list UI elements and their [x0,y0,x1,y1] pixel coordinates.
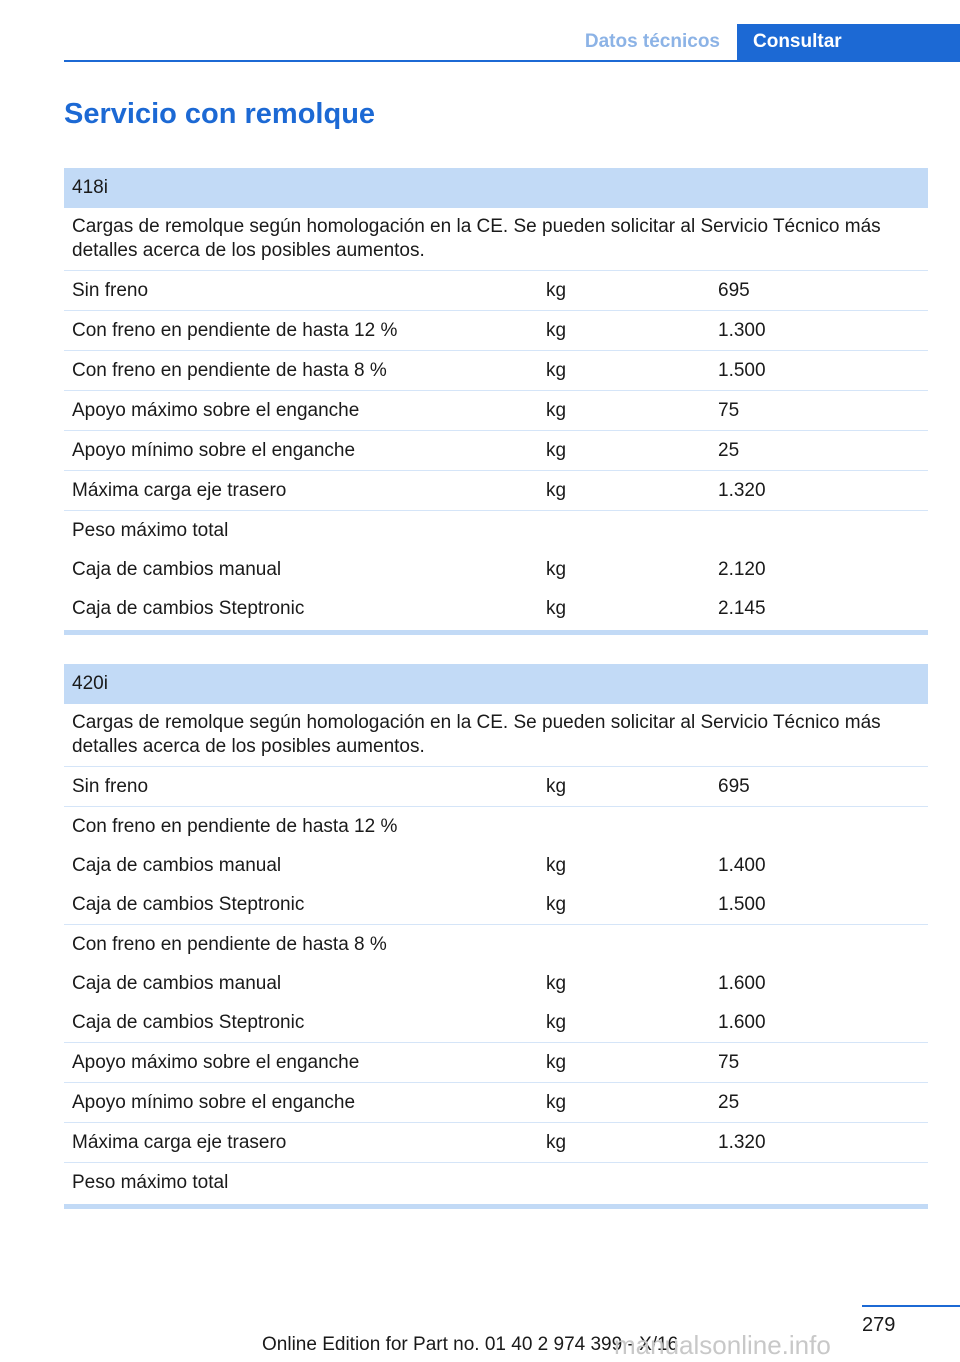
spec-table-420i [64,664,928,1202]
table-end-bar [64,1204,928,1209]
row-value: 2.120 [718,558,766,580]
table-row [64,1123,928,1163]
row-label: Caja de cambios Steptronic [64,885,538,925]
spec-table-418i [64,168,928,628]
row-unit: kg [546,972,567,994]
row-label: Caja de cambios manual [72,558,282,580]
row-value [710,511,928,551]
row-label: Con freno en pendiente de hasta 8 % [64,351,538,391]
row-label: Apoyo mínimo sobre el enganche [64,1083,538,1123]
row-unit: kg [538,1083,710,1123]
table-row [64,431,928,471]
row-value: 1.500 [710,351,928,391]
table-row [64,767,928,807]
table-row [64,311,928,351]
table-note: Cargas de remolque según homologación en la CE. Se pueden solicitar al Servicio Técnico más detalles acerca de los posibles aumentos. [64,704,928,767]
row-value: 1.600 [710,1003,928,1043]
table-subrow [64,964,928,1003]
row-label: Caja de cambios manual [72,972,282,994]
row-value [710,1163,928,1203]
row-value: 1.320 [710,471,928,511]
header-divider [64,60,960,62]
row-label: Caja de cambios Steptronic [64,1003,538,1043]
row-value: 1.320 [710,1123,928,1163]
row-label: Sin freno [64,767,538,807]
table-end-bar [64,630,928,635]
row-value: 25 [710,1083,928,1123]
breadcrumb-section[interactable]: Datos técnicos [584,31,720,52]
table-subrow [64,885,928,925]
row-label: Sin freno [64,271,538,311]
row-value: 1.600 [718,972,766,994]
edition-text: Online Edition for Part no. 01 40 2 974 399 - X/16 [262,1334,679,1355]
table-subrow [64,589,928,628]
row-value: 75 [710,1043,928,1083]
table-header-row [64,168,928,208]
row-unit: kg [538,1043,710,1083]
row-value: 1.500 [710,885,928,925]
table-row [64,471,928,511]
row-label: Peso máximo total [72,519,229,541]
breadcrumb-active-tab[interactable]: Consultar [737,24,960,60]
table-group-row [64,807,928,847]
row-value: 695 [710,271,928,311]
row-unit: kg [538,311,710,351]
table-group-row [64,1163,928,1203]
row-label: Apoyo máximo sobre el enganche [64,391,538,431]
table-header-row [64,664,928,704]
watermark: manualsonline.info [614,1330,831,1360]
table-subrow [64,550,928,589]
row-unit: kg [538,391,710,431]
table-note: Cargas de remolque según homologación en la CE. Se pueden solicitar al Servicio Técnico más detalles acerca de los posibles aumentos. [64,208,928,271]
row-value: 1.400 [718,854,766,876]
row-value: 695 [710,767,928,807]
row-value: 1.300 [710,311,928,351]
table-group-row [64,511,928,551]
row-unit: kg [546,854,567,876]
row-unit: kg [538,471,710,511]
table-row [64,351,928,391]
row-unit [538,807,710,847]
row-unit: kg [538,767,710,807]
row-unit: kg [538,431,710,471]
model-name: 418i [64,168,928,208]
table-group-row [64,925,928,965]
table-note-row [64,704,928,767]
row-label: Máxima carga eje trasero [64,471,538,511]
row-value [710,807,928,847]
row-value: 75 [710,391,928,431]
row-label: Caja de cambios Steptronic [72,597,305,619]
row-unit [538,1163,710,1203]
row-label: Con freno en pendiente de hasta 12 % [72,815,398,837]
table-row [64,1043,928,1083]
row-label: Máxima carga eje trasero [64,1123,538,1163]
row-unit: kg [538,351,710,391]
row-label: Con freno en pendiente de hasta 12 % [64,311,538,351]
row-label: Apoyo máximo sobre el enganche [64,1043,538,1083]
page-title: Servicio con remolque [64,98,376,130]
footer-divider [862,1305,960,1307]
row-unit: kg [538,1003,710,1043]
row-label: Apoyo mínimo sobre el enganche [64,431,538,471]
table-subrow [64,846,928,885]
row-unit: kg [546,558,567,580]
row-label: Caja de cambios manual [72,854,282,876]
table-row [64,271,928,311]
row-unit: kg [538,1123,710,1163]
row-value [710,925,928,965]
row-value: 25 [710,431,928,471]
row-value: 2.145 [718,597,766,619]
row-label: Con freno en pendiente de hasta 8 % [72,933,387,955]
row-unit: kg [546,597,567,619]
table-row [64,1083,928,1123]
table-note-row [64,208,928,271]
table-row [64,391,928,431]
model-name: 420i [64,664,928,704]
row-unit [538,925,710,965]
row-unit: kg [538,271,710,311]
row-unit [538,511,710,551]
row-unit: kg [538,885,710,925]
table-subrow [64,1003,928,1043]
row-label: Peso máximo total [72,1171,229,1193]
page-number: 279 [862,1314,896,1336]
